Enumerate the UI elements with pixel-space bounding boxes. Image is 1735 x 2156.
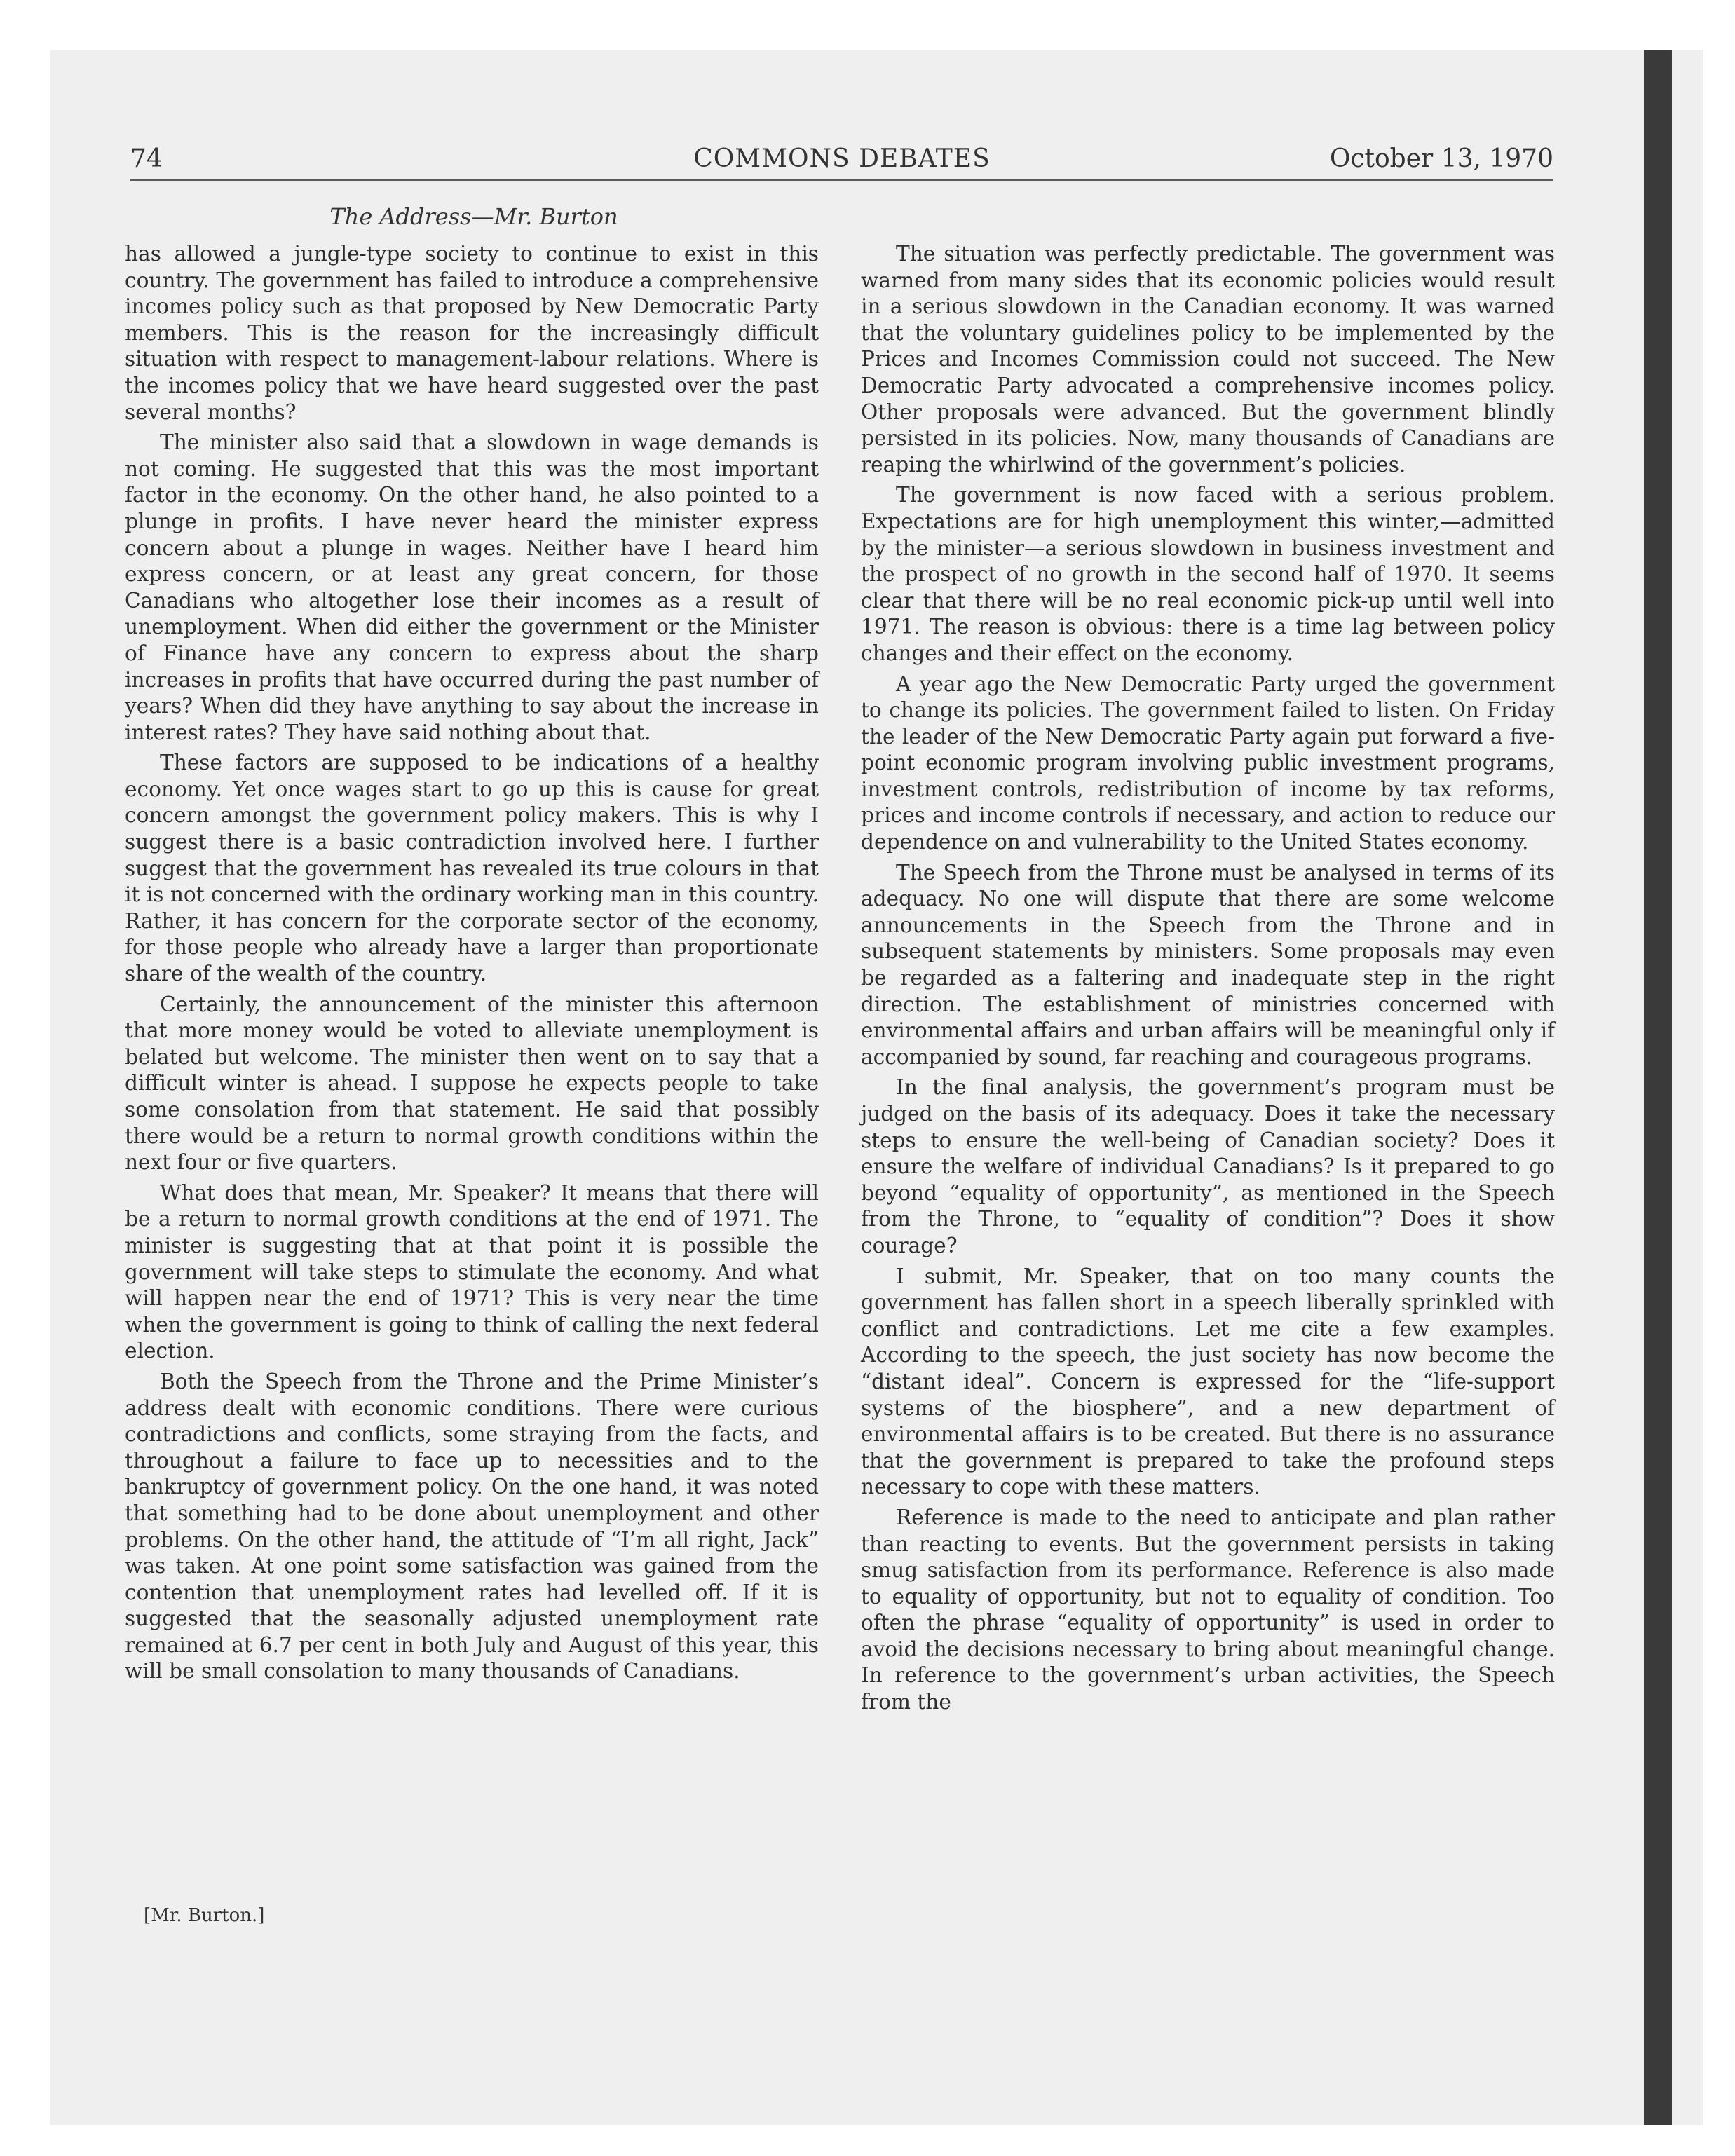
page-binding-edge bbox=[1644, 50, 1672, 2125]
paragraph: A year ago the New Democratic Party urged the government to change its policies. The government failed to listen. On Friday the leader of the New Democratic Party again put forward a five-point economic program involving public investment programs, investment controls, redistribution of income by tax reforms, prices and income controls if necessary, and action to reduce our dependence on and vulnerability to the United States economy. bbox=[861, 671, 1555, 854]
left-column bbox=[125, 241, 819, 1689]
paragraph: The minister also said that a slowdown in wage demands is not coming. He suggested that this was the most important factor in the economy. On the other hand, he also pointed to a plunge in profits. I have never heard the minister express concern about a plunge in wages. Neither have I heard him express concern, or at least any great concern, for those Canadians who altogether lose their incomes as a result of unemployment. When did either the government or the Minister of Finance have any concern to express about the sharp increases in profits that have occurred during the past number of years? When did they have anything to say about the increase in interest rates? They have said nothing about that. bbox=[125, 430, 819, 744]
paragraph: In the final analysis, the government’s program must be judged on the basis of its adequacy. Does it take the necessary steps to ensure the well-being of Canadian society? Does it ensure the welfare of individual Canadians? Is it prepared to go beyond “equality of opportunity”, as mentioned in the Speech from the Throne, to “equality of condition”? Does it show courage? bbox=[861, 1075, 1555, 1257]
paragraph: The Speech from the Throne must be analysed in terms of its adequacy. No one will dispute that there are some welcome announcements in the Speech from the Throne and in subsequent statements by ministers. Some proposals may even be regarded as a faltering and inadequate step in the right direction. The establishment of ministries concerned with environmental affairs and urban affairs will be meaningful only if accompanied by sound, far reaching and courageous programs. bbox=[861, 860, 1555, 1069]
paragraph: Certainly, the announcement of the minister this afternoon that more money would be voted to alleviate unemployment is belated but welcome. The minister then went on to say that a difficult winter is ahead. I suppose he expects people to take some consolation from that statement. He said that possibly there would be a return to normal growth conditions within the next four or five quarters. bbox=[125, 992, 819, 1175]
page-number: 74 bbox=[130, 144, 163, 173]
paragraph: has allowed a jungle-type society to continue to exist in this country. The government has failed to introduce a comprehensive incomes policy such as that proposed by New Democratic Party members. This is the reason for the increasingly difficult situation with respect to management-labour relations. Where is the incomes policy that we have heard suggested over the past several months? bbox=[125, 242, 819, 424]
paragraph: The situation was perfectly predictable. The government was warned from many sides that its economic policies would result in a serious slowdown in the Canadian economy. It was warned that the voluntary guidelines policy to be implemented by the Prices and Incomes Commission could not succeed. The New Democratic Party advocated a comprehensive incomes policy. Other proposals were advanced. But the government blindly persisted in its policies. Now, many thousands of Canadians are reaping the whirlwind of the government’s policies. bbox=[861, 242, 1555, 477]
right-column bbox=[861, 241, 1555, 1720]
paragraph: What does that mean, Mr. Speaker? It means that there will be a return to normal growth conditions at the end of 1971. The minister is suggesting that at that point it is possible the government will take steps to stimulate the economy. And what will happen near the end of 1971? This is very near the time when the government is going to think of calling the next federal election. bbox=[125, 1180, 819, 1363]
running-title: The Address—Mr. Burton bbox=[329, 203, 618, 230]
speaker-note: [Mr. Burton.] bbox=[144, 1905, 265, 1926]
page-header bbox=[130, 144, 1553, 181]
paragraph: Reference is made to the need to anticipate and plan rather than reacting to events. But the government persists in taking smug satisfaction from its performance. Reference is also made to equality of opportunity, but not to equality of condition. Too often the phrase “equality of opportunity” is used in order to avoid the decisions necessary to bring about meaningful change. In reference to the government’s urban activities, the Speech from the bbox=[861, 1505, 1555, 1714]
paragraph: I submit, Mr. Speaker, that on too many counts the government has fallen short in a speech liberally sprinkled with conflict and contradictions. Let me cite a few examples. According to the speech, the just society has now become the “distant ideal”. Concern is expressed for the “life-support systems of the biosphere”, and a new department of environmental affairs is to be created. But there is no assurance that the government is prepared to take the profound steps necessary to cope with these matters. bbox=[861, 1264, 1555, 1499]
paragraph: Both the Speech from the Throne and the Prime Minister’s address dealt with economic conditions. There were curious contradictions and conflicts, some straying from the facts, and throughout a failure to face up to necessities and to the bankruptcy of government policy. On the one hand, it was noted that something had to be done about unemployment and other problems. On the other hand, the attitude of “I’m all right, Jack” was taken. At one point some satisfaction was gained from the contention that unemployment rates had levelled off. If it is suggested that the seasonally adjusted unemployment rate remained at 6.7 per cent in both July and August of this year, this will be small consolation to many thousands of Canadians. bbox=[125, 1369, 819, 1684]
publication-date: October 13, 1970 bbox=[1329, 144, 1553, 173]
publication-title: COMMONS DEBATES bbox=[693, 144, 991, 173]
paragraph: The government is now faced with a serious problem. Expectations are for high unemployment this winter,—admitted by the minister—a serious slowdown in business investment and the prospect of no growth in the second half of 1970. It seems clear that there will be no real economic pick-up until well into 1971. The reason is obvious: there is a time lag between policy changes and their effect on the economy. bbox=[861, 483, 1555, 665]
paragraph: These factors are supposed to be indications of a healthy economy. Yet once wages start to go up this is cause for great concern amongst the government policy makers. This is why I suggest there is a basic contradiction involved here. I further suggest that the government has revealed its true colours in that it is not concerned with the ordinary working man in this country. Rather, it has concern for the corporate sector of the economy, for those people who already have a larger than proportionate share of the wealth of the country. bbox=[125, 751, 819, 986]
